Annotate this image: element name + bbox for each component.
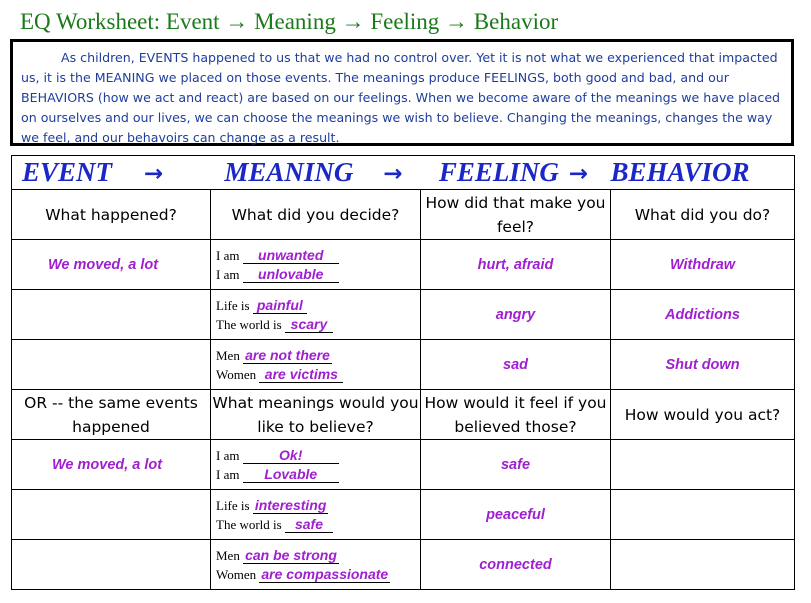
- header-row-1: [12, 190, 795, 240]
- arrow-icon: →: [144, 161, 164, 187]
- meaning-cell: [211, 490, 421, 540]
- prompt-label: Men: [216, 547, 240, 563]
- prompt-label: The world is: [216, 516, 282, 532]
- banner-event-cell: [12, 156, 211, 190]
- table-row: [12, 240, 795, 290]
- answer-field: scary: [285, 317, 333, 333]
- page-title: EQ Worksheet: Event → Meaning → Feeling → Behavior: [20, 9, 559, 34]
- header-row-2: [12, 390, 795, 440]
- behavior-cell: Shut down: [611, 340, 795, 390]
- header-how-would-it-feel: How would it feel if you believed those?: [421, 390, 611, 440]
- prompt-label: I am: [216, 266, 240, 282]
- meaning-cell: [211, 290, 421, 340]
- banner-feeling: FEELING: [438, 157, 559, 187]
- arrow-icon: →: [383, 161, 403, 187]
- behavior-cell: Withdraw: [611, 240, 795, 290]
- answer-field: unwanted: [243, 248, 339, 264]
- answer-field: are victims: [259, 367, 343, 383]
- event-cell: [12, 490, 211, 540]
- answer-field: are not there: [245, 346, 330, 363]
- answer-field: painful: [253, 298, 307, 314]
- meaning-cell: [211, 540, 421, 590]
- behavior-cell: [611, 540, 795, 590]
- answer-field: unlovable: [243, 267, 339, 283]
- answer-field: safe: [285, 517, 333, 533]
- banner-meaning-cell: [211, 156, 421, 190]
- header-or-the-same-events: OR -- the same events happened: [12, 390, 211, 440]
- table-row: [12, 340, 795, 390]
- header-what-did-you-do: What did you do?: [611, 190, 795, 240]
- meaning-cell: [211, 440, 421, 490]
- prompt-label: I am: [216, 447, 240, 463]
- header-what-happened: What happened?: [12, 190, 211, 240]
- answer-field: can be strong: [245, 546, 337, 563]
- header-what-did-you-decide: What did you decide?: [211, 190, 421, 240]
- behavior-cell: Addictions: [611, 290, 795, 340]
- banner-behavior: BEHAVIOR: [610, 157, 750, 187]
- table-row: [12, 490, 795, 540]
- event-cell: We moved, a lot: [12, 440, 211, 490]
- feeling-cell: sad: [421, 340, 611, 390]
- intro-box: [10, 39, 794, 146]
- banner-meaning: MEANING: [224, 157, 354, 187]
- intro-text: As children, EVENTS happened to us that we had no control over. Yet it is not what we experienced that impacted us, it is the MEANING we placed on those events. The meanings produce FEELINGS, both good and bad, and our BEHAVIORS (how we act and react) are based on our feelings. When we become aware of the meanings we have placed on ourselves and our lives, we can choose the meanings we wish to believe. Changing the meanings, changes the way we feel, and our behavoirs can change as a result.: [21, 50, 781, 145]
- behavior-cell: [611, 490, 795, 540]
- event-cell: We moved, a lot: [12, 240, 211, 290]
- answer-field: are compassionate: [261, 565, 389, 582]
- prompt-label: Life is: [216, 297, 250, 313]
- table-row: [12, 290, 795, 340]
- arrow-icon: →: [568, 161, 589, 187]
- meaning-cell: [211, 240, 421, 290]
- feeling-cell: angry: [421, 290, 611, 340]
- prompt-label: Men: [216, 347, 240, 363]
- feeling-cell: safe: [421, 440, 611, 490]
- table-row: [12, 540, 795, 590]
- worksheet-table: [11, 155, 795, 590]
- behavior-cell: [611, 440, 795, 490]
- meaning-cell: [211, 340, 421, 390]
- header-what-meanings: What meanings would you like to believe?: [211, 390, 421, 440]
- prompt-label: Women: [216, 566, 257, 582]
- banner-behavior-cell: [611, 156, 795, 190]
- feeling-cell: connected: [421, 540, 611, 590]
- feeling-cell: peaceful: [421, 490, 611, 540]
- prompt-label: I am: [216, 247, 240, 263]
- feeling-cell: hurt, afraid: [421, 240, 611, 290]
- prompt-label: I am: [216, 466, 240, 482]
- answer-field: Lovable: [243, 467, 339, 483]
- answer-field: Ok!: [243, 448, 339, 464]
- event-cell: [12, 290, 211, 340]
- banner-row: [12, 156, 795, 190]
- table-row: [12, 440, 795, 490]
- event-cell: [12, 540, 211, 590]
- header-how-would-you-act: How would you act?: [611, 390, 795, 440]
- prompt-label: Women: [216, 366, 257, 382]
- prompt-label: Life is: [216, 497, 250, 513]
- banner-event: EVENT: [22, 157, 113, 187]
- answer-field: interesting: [254, 496, 327, 513]
- event-cell: [12, 340, 211, 390]
- banner-feeling-cell: [421, 156, 611, 190]
- prompt-label: The world is: [216, 316, 282, 332]
- header-how-did-that-make-you-feel: How did that make you feel?: [421, 190, 611, 240]
